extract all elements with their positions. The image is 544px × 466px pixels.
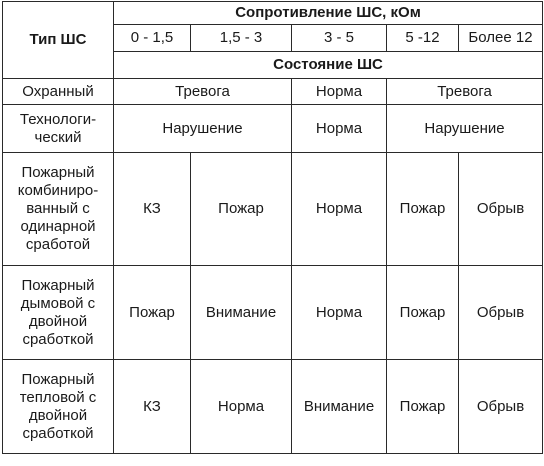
table-row-fire-heat bbox=[3, 360, 543, 454]
state-cell: Пожар bbox=[114, 266, 191, 360]
type-header: Тип ШС bbox=[3, 2, 114, 79]
state-cell: Нарушение bbox=[114, 105, 292, 153]
row-label-fire-heat bbox=[3, 360, 114, 454]
state-cell: Норма bbox=[292, 153, 387, 266]
state-cell: Норма bbox=[292, 105, 387, 153]
state-cell: Пожар bbox=[387, 266, 459, 360]
state-cell: Норма bbox=[191, 360, 292, 454]
state-cell: Обрыв bbox=[459, 360, 543, 454]
row-label-line: двойной bbox=[28, 312, 88, 330]
row-label-line: Пожарный bbox=[21, 276, 95, 294]
resistance-header: Сопротивление ШС, кОм bbox=[114, 2, 543, 25]
table-row-fire-combined bbox=[3, 153, 543, 266]
row-label-line: ческий bbox=[34, 128, 82, 146]
state-cell: Норма bbox=[292, 79, 387, 105]
row-label-line: сработой bbox=[25, 236, 91, 253]
row-label-line: одинарной bbox=[20, 218, 96, 235]
state-cell: КЗ bbox=[114, 360, 191, 454]
state-cell: Обрыв bbox=[459, 266, 543, 360]
row-label-fire-smoke bbox=[3, 266, 114, 360]
header-row-resistance bbox=[3, 2, 543, 25]
row-label-line: двойной bbox=[28, 406, 88, 424]
state-cell: Тревога bbox=[114, 79, 292, 105]
state-cell: Внимание bbox=[191, 266, 292, 360]
resistance-state-table bbox=[2, 1, 543, 454]
table-row-fire-smoke bbox=[3, 266, 543, 360]
state-cell: Норма bbox=[292, 266, 387, 360]
state-cell: Нарушение bbox=[387, 105, 543, 153]
state-cell: Пожар bbox=[387, 153, 459, 266]
row-label-line: ванный с bbox=[26, 200, 90, 217]
row-label-fire-combined bbox=[3, 153, 114, 266]
row-label-guard: Охранный bbox=[3, 79, 114, 105]
row-label-line: комбиниро- bbox=[17, 182, 99, 199]
table-row-guard bbox=[3, 79, 543, 105]
state-cell: Внимание bbox=[292, 360, 387, 454]
state-cell: КЗ bbox=[114, 153, 191, 266]
row-label-line: сработкой bbox=[22, 424, 94, 442]
state-cell: Тревога bbox=[387, 79, 543, 105]
state-cell: Пожар bbox=[387, 360, 459, 454]
state-cell: Обрыв bbox=[459, 153, 543, 266]
row-label-line: Пожарный bbox=[21, 370, 95, 388]
row-label-line: Пожарный bbox=[21, 164, 95, 181]
row-label-line: дымовой с bbox=[20, 294, 96, 312]
row-label-line: Технологи- bbox=[19, 110, 97, 128]
range-cell: 3 - 5 bbox=[292, 25, 387, 52]
row-label-tech bbox=[3, 105, 114, 153]
state-cell: Пожар bbox=[191, 153, 292, 266]
row-label-line: сработкой bbox=[22, 330, 94, 348]
state-header: Состояние ШС bbox=[114, 52, 543, 79]
range-cell: 5 -12 bbox=[387, 25, 459, 52]
range-cell: 1,5 - 3 bbox=[191, 25, 292, 52]
range-cell: 0 - 1,5 bbox=[114, 25, 191, 52]
table-row-tech bbox=[3, 105, 543, 153]
row-label-line: тепловой с bbox=[19, 388, 97, 406]
range-cell: Более 12 bbox=[459, 25, 543, 52]
